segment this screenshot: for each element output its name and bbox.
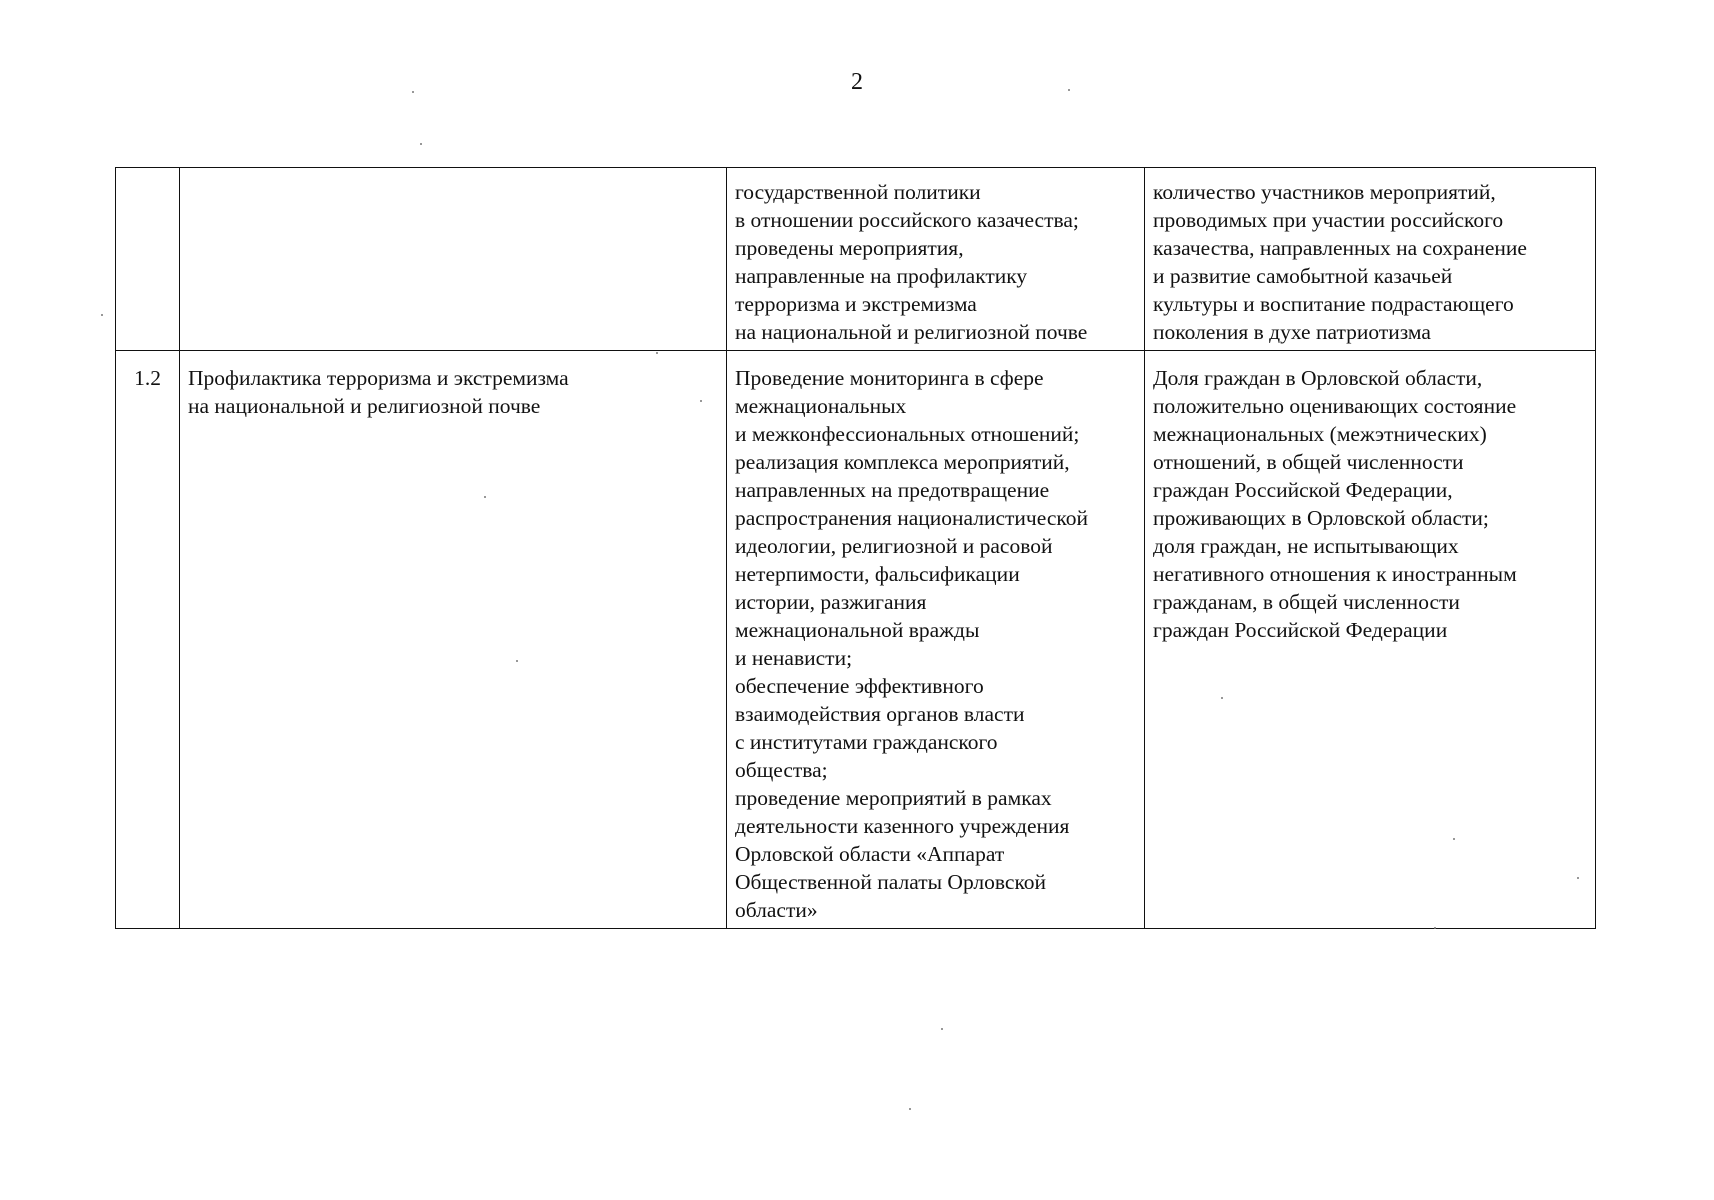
table-row xyxy=(116,168,1596,351)
measures-cell: Проведение мониторинга в сфере межнациональных и межконфессиональных отношений; реализация комплекса мероприятий, направленных на предотвращение распространения националистической идеологии, религиозной и расовой нетерпимости, фальсификации истории, разжигания межнациональной вражды и ненависти; обеспечение эффективного взаимодействия органов власти с институтами гражданского общества; проведение мероприятий в рамках деятельности казенного учреждения Орловской области «Аппарат Общественной палаты Орловской области» xyxy=(727,351,1145,929)
scan-speck xyxy=(1577,877,1579,879)
scan-speck xyxy=(412,91,414,93)
row-number-cell: 1.2 xyxy=(116,351,180,929)
row-number-cell xyxy=(116,168,180,351)
task-name-cell: Профилактика терроризма и экстремизма на национальной и религиозной почве xyxy=(180,351,727,929)
scan-speck xyxy=(700,400,702,402)
scan-speck xyxy=(941,1028,943,1030)
scan-speck xyxy=(909,1108,911,1110)
scan-speck xyxy=(484,496,486,498)
table-row xyxy=(116,351,1596,929)
page-number: 2 xyxy=(851,69,863,95)
scan-speck xyxy=(516,660,518,662)
measures-cell: государственной политики в отношении российского казачества; проведены мероприятия, направленные на профилактику терроризма и экстремизма на национальной и религиозной почве xyxy=(727,168,1145,351)
indicators-cell: количество участников мероприятий, проводимых при участии российского казачества, направленных на сохранение и развитие самобытной казачьей культуры и воспитание подрастающего поколения в духе патриотизма xyxy=(1145,168,1596,351)
scan-speck xyxy=(1434,927,1436,929)
scan-speck xyxy=(420,143,422,145)
scan-speck xyxy=(1221,697,1223,699)
task-name-cell xyxy=(180,168,727,351)
scan-speck xyxy=(1068,89,1070,91)
scan-speck xyxy=(101,314,103,316)
program-table xyxy=(115,167,1596,929)
scan-speck xyxy=(656,352,658,354)
indicators-cell: Доля граждан в Орловской области, положительно оценивающих состояние межнациональных (межэтнических) отношений, в общей численности граждан Российской Федерации, проживающих в Орловской области; доля граждан, не испытывающих негативного отношения к иностранным гражданам, в общей численности граждан Российской Федерации xyxy=(1145,351,1596,929)
scan-speck xyxy=(1453,838,1455,840)
